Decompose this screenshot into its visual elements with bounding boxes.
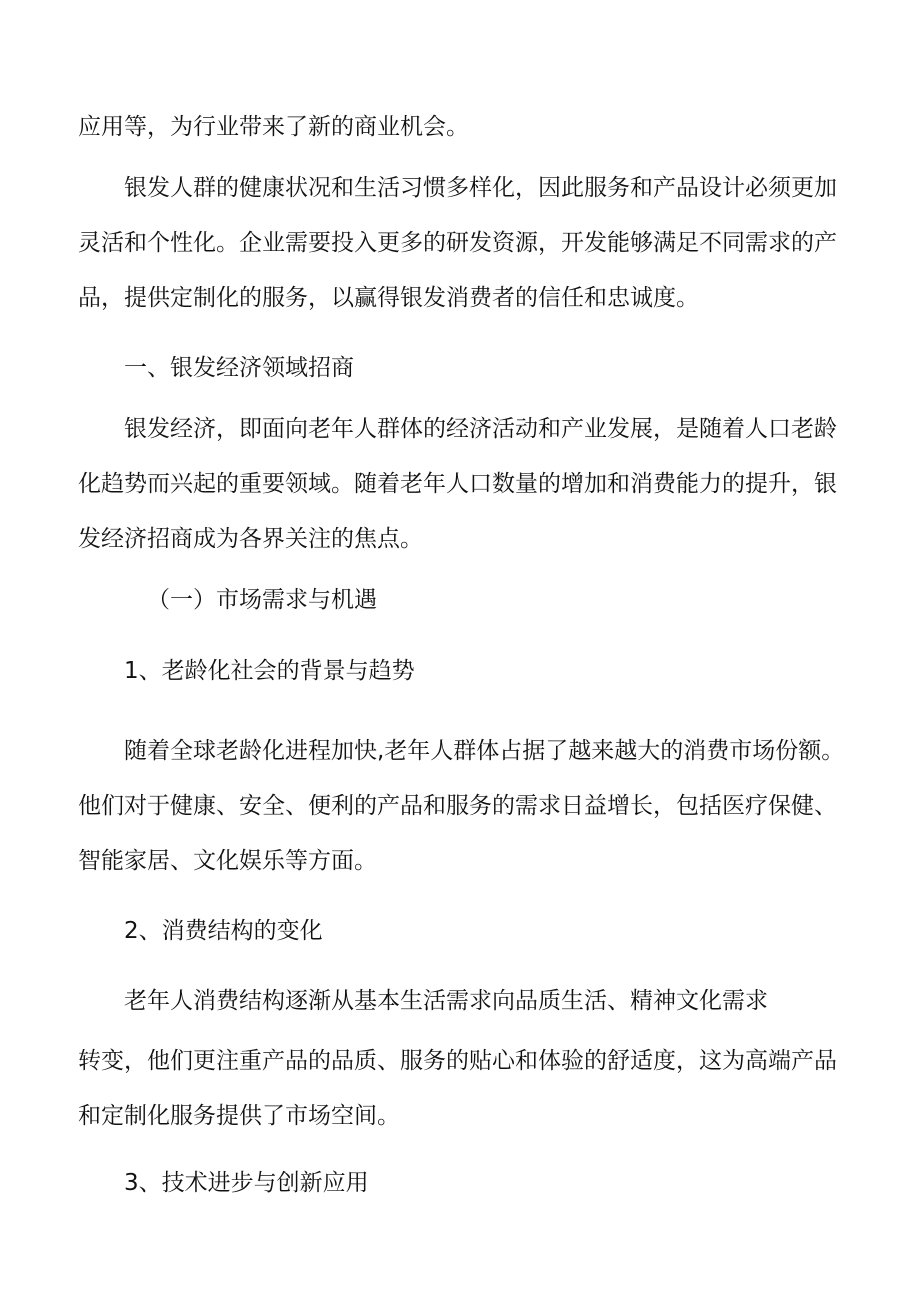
paragraph-line: 应用等，为行业带来了新的商业机会。 — [78, 114, 469, 140]
item-heading: 1、老龄化社会的背景与趋势 — [124, 658, 415, 684]
paragraph-line: 老年人消费结构逐渐从基本生活需求向品质生活、精神文化需求 — [124, 988, 768, 1014]
paragraph-line: 他们对于健康、安全、便利的产品和服务的需求日益增长，包括医疗保健、 — [78, 793, 837, 819]
paragraph-line: 随着全球老龄化进程加快,老年人群体占据了越来越大的消费市场份额。 — [124, 738, 845, 764]
item-heading: 2、消费结构的变化 — [124, 918, 323, 944]
paragraph-line: 转变，他们更注重产品的品质、服务的贴心和体验的舒适度，这为高端产品 — [78, 1048, 837, 1074]
paragraph-line: 化趋势而兴起的重要领域。随着老年人口数量的增加和消费能力的提升，银 — [78, 471, 837, 497]
paragraph-line: 发经济招商成为各界关注的焦点。 — [78, 526, 423, 552]
paragraph-line: 智能家居、文化娱乐等方面。 — [78, 848, 377, 874]
section-heading: 一、银发经济领域招商 — [124, 355, 354, 381]
paragraph-line: 灵活和个性化。企业需要投入更多的研发资源，开发能够满足不同需求的产 — [78, 230, 837, 256]
subsection-heading: （一）市场需求与机遇 — [147, 587, 377, 613]
paragraph-line: 和定制化服务提供了市场空间。 — [78, 1103, 400, 1129]
paragraph-line: 品，提供定制化的服务，以赢得银发消费者的信任和忠诚度。 — [78, 285, 699, 311]
paragraph-line: 银发经济，即面向老年人群体的经济活动和产业发展，是随着人口老龄 — [124, 416, 837, 442]
item-heading: 3、技术进步与创新应用 — [124, 1170, 369, 1196]
paragraph-line: 银发人群的健康状况和生活习惯多样化，因此服务和产品设计必须更加 — [124, 175, 837, 201]
